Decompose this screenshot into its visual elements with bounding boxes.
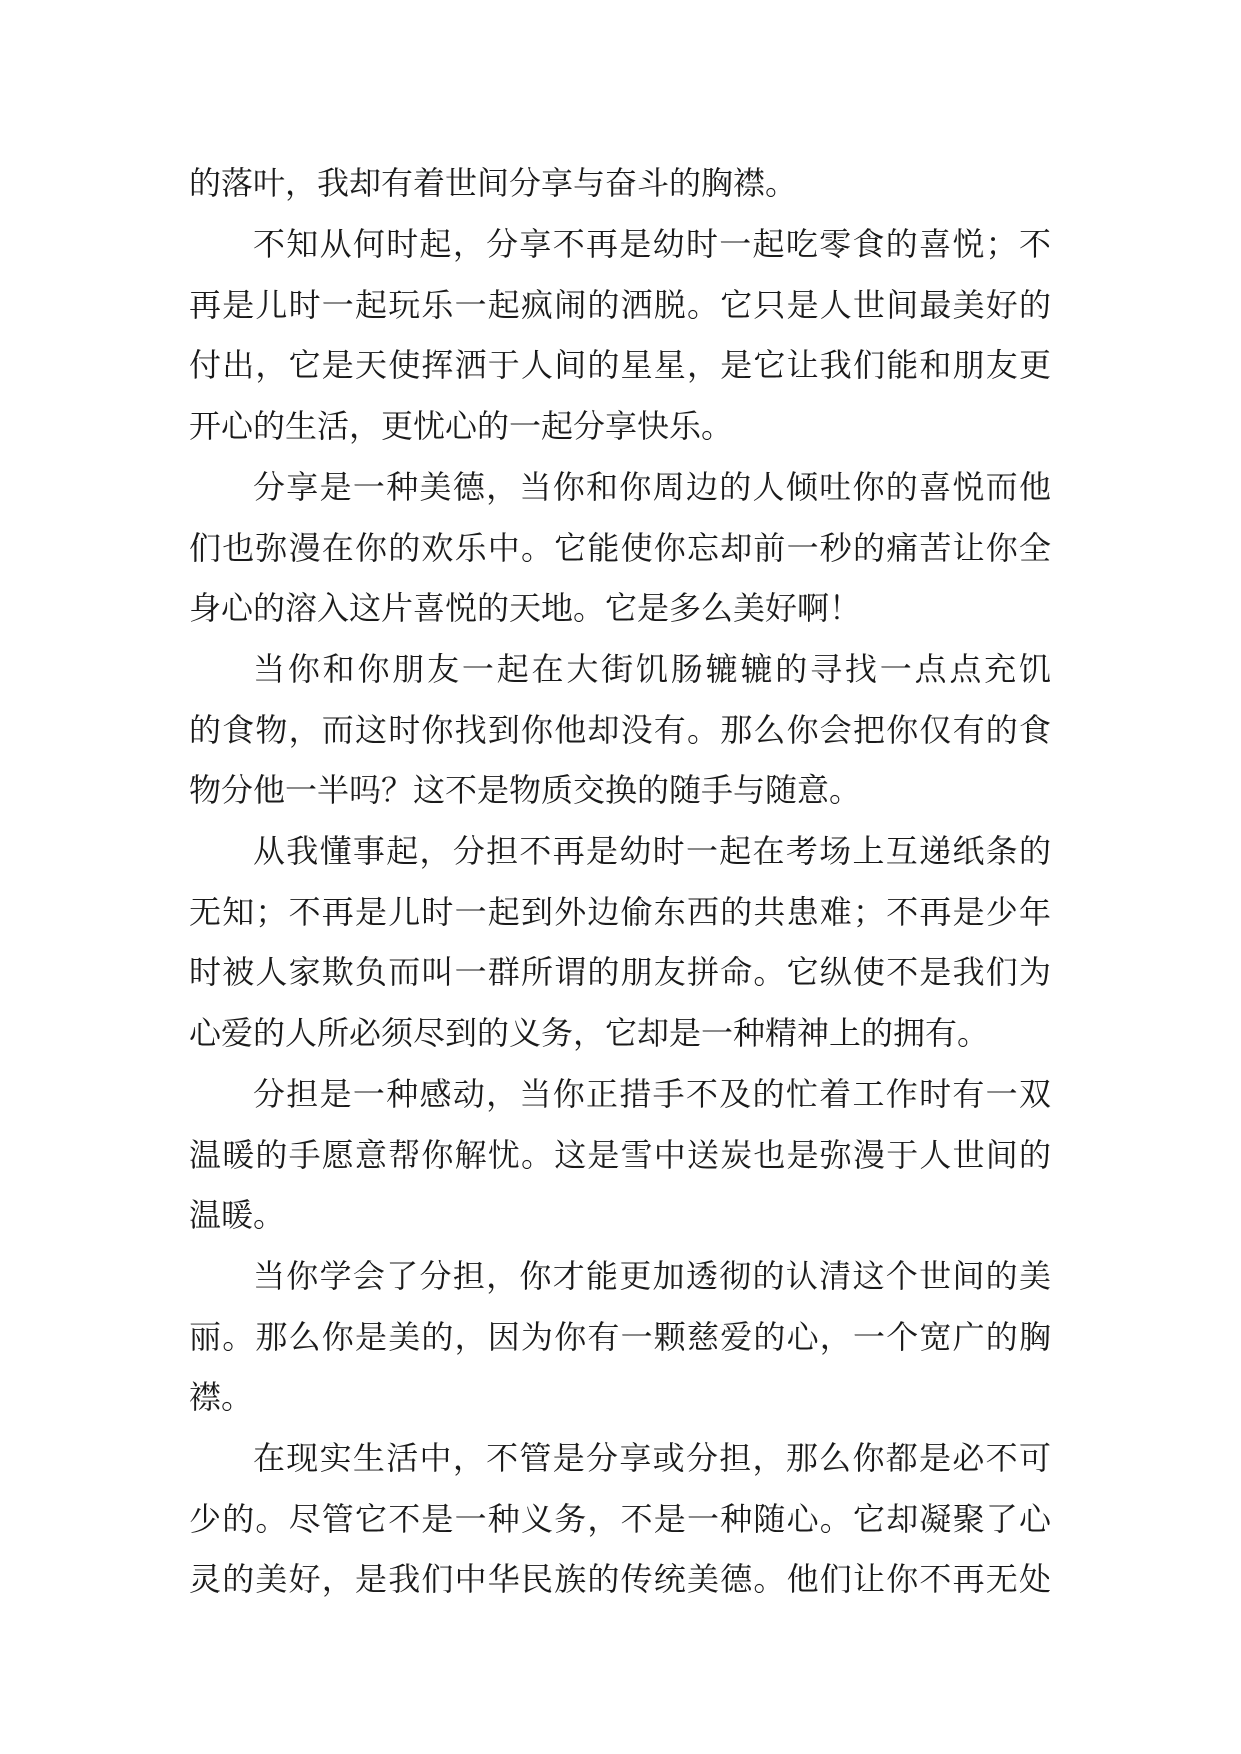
text-line: 身心的溶入这片喜悦的天地。它是多么美好啊！: [189, 589, 862, 627]
paragraph-first-line: 分享是一种美德，当你和你周边的人倾吐你的喜悦而他: [253, 468, 1051, 506]
text-line: 再是儿时一起玩乐一起疯闹的洒脱。它只是人世间最美好的: [189, 286, 1051, 324]
text-line: 温暖的手愿意帮你解忧。这是雪中送炭也是弥漫于人世间的: [189, 1136, 1051, 1174]
text-line: 的落叶，我却有着世间分享与奋斗的胸襟。: [189, 164, 798, 202]
text-line: 开心的生活，更忧心的一起分享快乐。: [189, 407, 734, 445]
text-line: 心爱的人所必须尽到的义务，它却是一种精神上的拥有。: [189, 1014, 990, 1052]
text-line: 丽。那么你是美的，因为你有一颗慈爱的心，一个宽广的胸: [189, 1318, 1051, 1356]
paragraph-first-line: 从我懂事起，分担不再是幼时一起在考场上互递纸条的: [253, 832, 1051, 870]
text-line: 灵的美好，是我们中华民族的传统美德。他们让你不再无处: [189, 1560, 1051, 1598]
text-line: 少的。尽管它不是一种义务，不是一种随心。它却凝聚了心: [189, 1500, 1051, 1538]
text-line: 的食物，而这时你找到你他却没有。那么你会把你仅有的食: [189, 711, 1051, 749]
text-line: 付出，它是天使挥洒于人间的星星，是它让我们能和朋友更: [189, 346, 1051, 384]
text-line: 时被人家欺负而叫一群所谓的朋友拼命。它纵使不是我们为: [189, 953, 1051, 991]
paragraph-first-line: 当你和你朋友一起在大街饥肠辘辘的寻找一点点充饥: [253, 650, 1051, 688]
text-line: 襟。: [189, 1378, 254, 1416]
paragraph-first-line: 在现实生活中，不管是分享或分担，那么你都是必不可: [253, 1439, 1051, 1477]
text-line: 物分他一半吗？这不是物质交换的随手与随意。: [189, 771, 862, 809]
text-line: 无知；不再是儿时一起到外边偷东西的共患难；不再是少年: [189, 893, 1051, 931]
paragraph-first-line: 当你学会了分担，你才能更加透彻的认清这个世间的美: [253, 1257, 1051, 1295]
paragraph-first-line: 分担是一种感动，当你正措手不及的忙着工作时有一双: [253, 1075, 1051, 1113]
text-line: 温暖。: [189, 1196, 286, 1234]
text-line: 们也弥漫在你的欢乐中。它能使你忘却前一秒的痛苦让你全: [189, 529, 1051, 567]
paragraph-first-line: 不知从何时起，分享不再是幼时一起吃零食的喜悦；不: [253, 225, 1051, 263]
